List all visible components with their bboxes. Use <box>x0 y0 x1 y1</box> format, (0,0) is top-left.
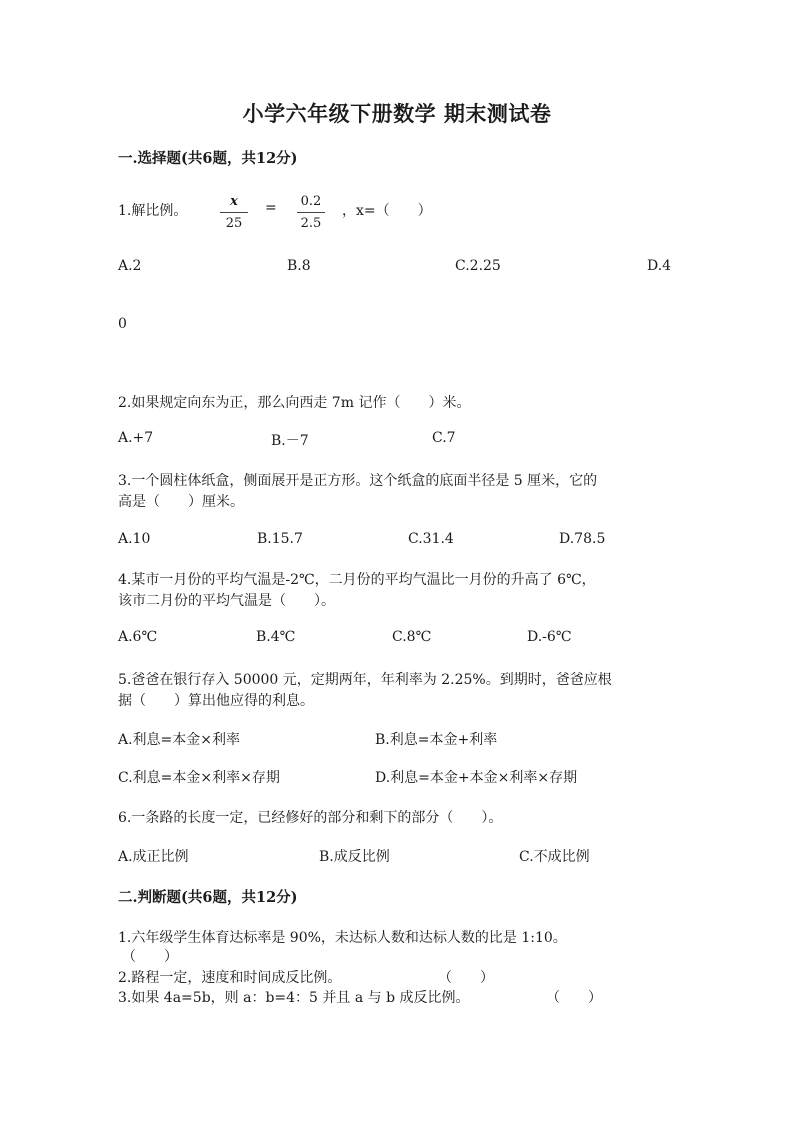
section-heading-choice: 一.选择题(共6题，共12分) <box>118 150 298 167</box>
q4-option-d: D.-6℃ <box>527 629 572 645</box>
fraction-numerator: x <box>230 194 238 209</box>
q6-option-c: C.不成比例 <box>519 849 590 865</box>
q5-option-d: D.利息=本金+本金×利率×存期 <box>375 770 578 786</box>
question-5-line-1: 5.爸爸在银行存入 50000 元，定期两年，年利率为 2.25%。到期时，爸爸应根 <box>118 672 612 688</box>
q6-option-b: B.成反比例 <box>319 849 390 865</box>
judgement-1-blank: （ ） <box>122 949 178 965</box>
q4-option-a: A.6℃ <box>118 629 158 645</box>
q1-option-d: D.4 <box>647 258 672 274</box>
q5-option-b: B.利息=本金+利率 <box>375 732 498 748</box>
judgement-1-line-1: 1.六年级学生体育达标率是 90%，未达标人数和达标人数的比是 1:10。 <box>118 930 567 946</box>
equals-sign: = <box>265 200 277 216</box>
fraction-denominator: 2.5 <box>300 216 322 231</box>
judgement-2: 2.路程一定，速度和时间成反比例。 <box>118 970 342 986</box>
fraction-bar <box>297 212 325 213</box>
q2-option-c: C.7 <box>432 430 456 446</box>
q3-option-b: B.15.7 <box>257 531 303 547</box>
page-title: 小学六年级下册数学 期末测试卷 <box>242 101 552 126</box>
question-5-line-2: 据（ ）算出他应得的利息。 <box>118 693 314 709</box>
fraction-denominator: 25 <box>225 216 243 231</box>
q3-option-a: A.10 <box>118 531 151 547</box>
q1-option-c: C.2.25 <box>455 258 501 274</box>
question-1-suffix: ，x=（ ） <box>342 203 432 219</box>
fraction-0.2-over-2.5 <box>296 193 326 232</box>
judgement-3-blank: （ ） <box>546 990 602 1006</box>
q4-option-c: C.8℃ <box>392 629 432 645</box>
judgement-3: 3.如果 4a=5b，则 a：b=4：5 并且 a 与 b 成反比例。 <box>118 990 470 1006</box>
q5-option-a: A.利息=本金×利率 <box>118 732 241 748</box>
q1-option-a: A.2 <box>118 258 142 274</box>
q6-option-a: A.成正比例 <box>118 849 189 865</box>
question-2: 2.如果规定向东为正，那么向西走 7m 记作（ ）米。 <box>118 395 471 411</box>
question-4-line-2: 该市二月份的平均气温是（ ）。 <box>118 593 335 609</box>
q3-option-d: D.78.5 <box>559 531 606 547</box>
question-3-line-1: 3.一个圆柱体纸盒，侧面展开是正方形。这个纸盒的底面半径是 5 厘米，它的 <box>118 473 598 489</box>
q4-option-b: B.4℃ <box>256 629 296 645</box>
question-6: 6.一条路的长度一定，已经修好的部分和剩下的部分（ ）。 <box>118 810 503 826</box>
q3-option-c: C.31.4 <box>408 531 454 547</box>
q5-option-c: C.利息=本金×利率×存期 <box>118 770 280 786</box>
fraction-bar <box>220 212 248 213</box>
q1-option-d-overflow: 0 <box>118 316 127 332</box>
question-1-prefix: 1.解比例。 <box>118 203 188 219</box>
question-3-line-2: 高是（ ）厘米。 <box>118 494 244 510</box>
question-4-line-1: 4.某市一月份的平均气温是-2℃，二月份的平均气温比一月份的升高了 6℃， <box>118 572 596 588</box>
q2-option-b: B.－7 <box>271 433 309 449</box>
q1-option-b: B.8 <box>287 258 311 274</box>
section-heading-judgement: 二.判断题(共6题，共12分) <box>118 889 298 906</box>
fraction-numerator: 0.2 <box>300 194 322 209</box>
q2-option-a: A.+7 <box>118 430 154 446</box>
judgement-2-blank: （ ） <box>438 970 494 986</box>
fraction-x-over-25 <box>219 193 249 232</box>
